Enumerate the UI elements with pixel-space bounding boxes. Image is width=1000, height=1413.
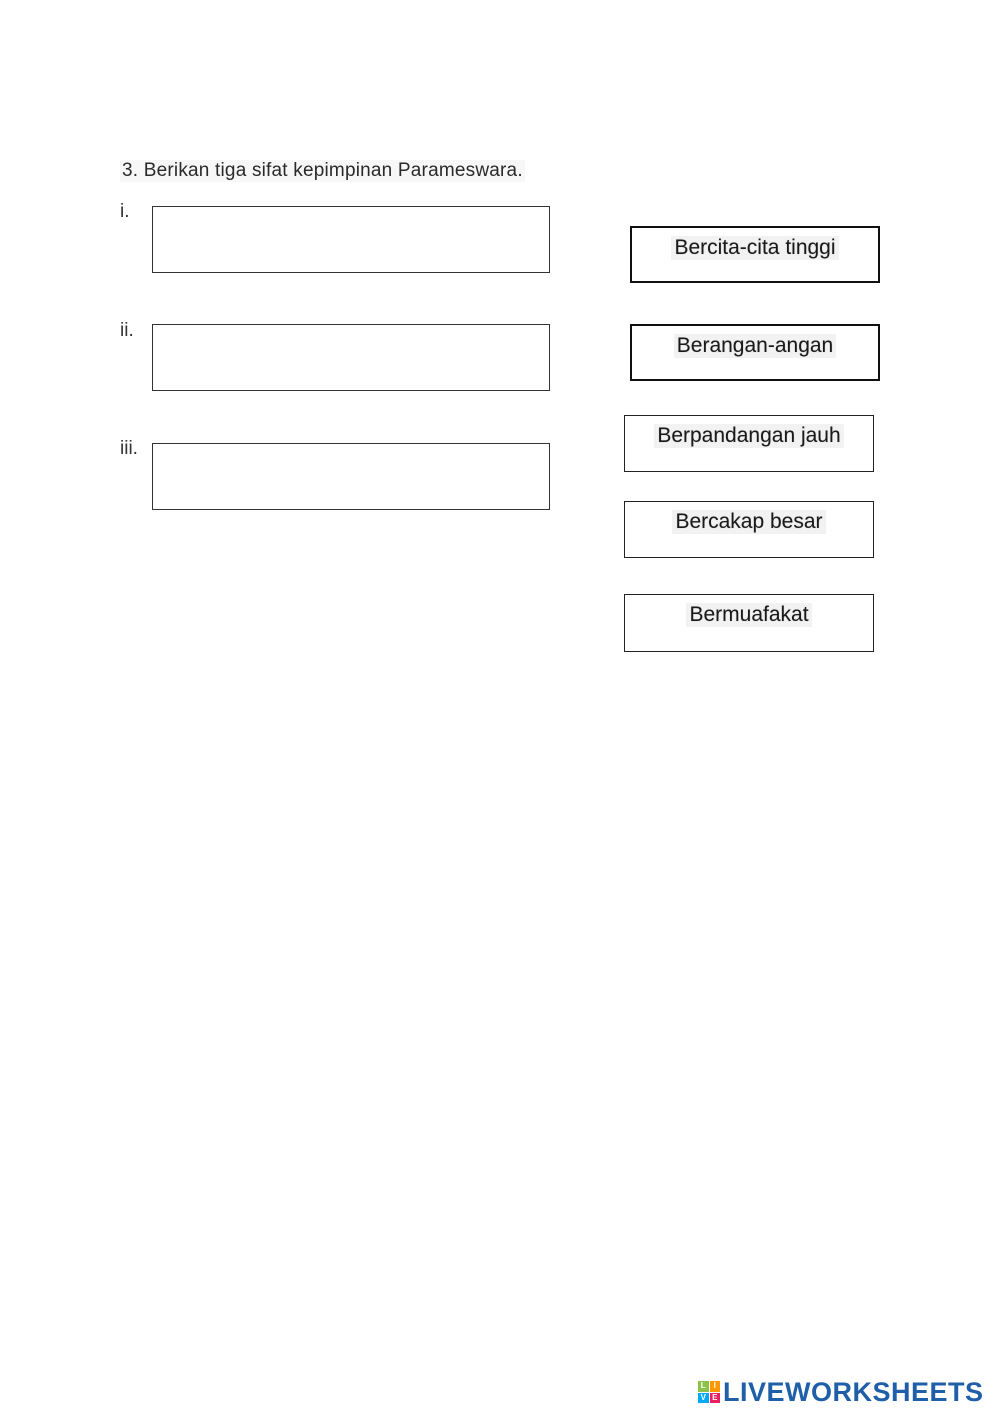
option-card-bercita-cita-tinggi[interactable] xyxy=(630,226,880,283)
option-card-berangan-angan[interactable] xyxy=(630,324,880,381)
question-text: 3. Berikan tiga sifat kepimpinan Parameswara. xyxy=(122,160,523,181)
option-label: Bercakap besar xyxy=(672,510,825,534)
liveworksheets-logo xyxy=(698,1377,984,1407)
option-card-bercakap-besar[interactable] xyxy=(624,501,874,558)
answer-label-2: ii. xyxy=(120,320,134,341)
option-label: Berpandangan jauh xyxy=(654,424,843,448)
answer-drop-box-2[interactable] xyxy=(152,324,550,391)
answer-drop-box-1[interactable] xyxy=(152,206,550,273)
liveworksheets-logo-icon: L I V E xyxy=(698,1381,720,1403)
logo-text: LIVEWORKSHEETS xyxy=(723,1376,984,1407)
option-label: Bermuafakat xyxy=(686,603,811,627)
answer-label-3: iii. xyxy=(120,438,138,459)
option-card-bermuafakat[interactable] xyxy=(624,594,874,652)
answer-label-1: i. xyxy=(120,201,130,222)
answer-drop-box-3[interactable] xyxy=(152,443,550,510)
option-label: Bercita-cita tinggi xyxy=(671,236,838,260)
option-label: Berangan-angan xyxy=(674,334,836,358)
option-card-berpandangan-jauh[interactable] xyxy=(624,415,874,472)
